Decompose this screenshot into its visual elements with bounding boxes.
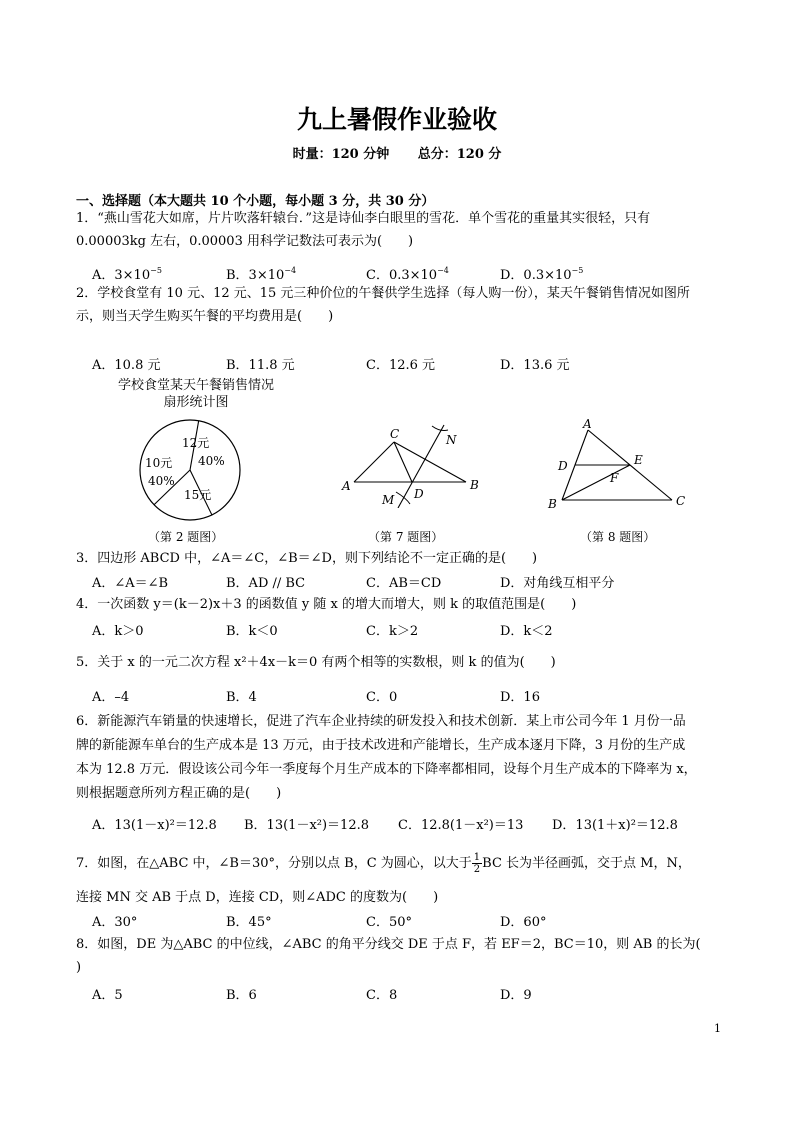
q5-option-c: C．0 bbox=[366, 690, 398, 705]
fig7-arc-n bbox=[432, 426, 448, 431]
q7-line2: 连接 MN 交 AB 于点 D，连接 CD，则∠ADC 的度数为( ) bbox=[76, 890, 439, 905]
q6-option-c: C．12.8(1－x²)＝13 bbox=[398, 818, 524, 833]
q2-option-d: D．13.6 元 bbox=[500, 358, 570, 373]
q2-line2: 示，则当天学生购买午餐的平均费用是( ) bbox=[76, 309, 334, 324]
q1-line1: 1．“燕山雪花大如席，片片吹落轩辕台．”这是诗仙李白眼里的雪花．单个雪花的重量其实很轻，只有 bbox=[76, 211, 651, 226]
page-title: 九上暑假作业验收 bbox=[296, 105, 497, 134]
fig8-diagram bbox=[546, 416, 696, 510]
fig7-side-ac bbox=[354, 442, 394, 482]
q8-option-d: D．9 bbox=[500, 988, 532, 1003]
exam-info bbox=[0, 143, 794, 162]
fig7-label-n: N bbox=[446, 433, 457, 447]
q8-line2: ) bbox=[76, 960, 82, 975]
pie-chart bbox=[130, 418, 250, 522]
q4-line1: 4．一次函数 y＝(k－2)x＋3 的函数值 y 随 x 的增大而增大，则 k 的取值范围是( ) bbox=[76, 597, 577, 612]
q3-option-d: D．对角线互相平分 bbox=[500, 576, 615, 591]
q6-option-d: D．13(1＋x)²＝12.8 bbox=[552, 818, 678, 833]
q1-option-a: A．$3\times 10^{-5}$ bbox=[92, 266, 162, 283]
fig8-label-f: F bbox=[610, 471, 619, 485]
page-number: 1 bbox=[714, 1022, 721, 1035]
q2-line1: 2．学校食堂有 10 元、12 元、15 元三种价位的午餐供学生选择（每人购一份），某天午餐销售情况如图所 bbox=[76, 286, 690, 301]
q6-option-b: B．13(1－x²)＝12.8 bbox=[244, 818, 369, 833]
pie-chart-subtitle: 扇形统计图 bbox=[163, 395, 229, 410]
q7-option-c: C．50° bbox=[366, 915, 412, 930]
slice-percent-12: 40% bbox=[198, 454, 225, 468]
fig8-label-b: B bbox=[548, 497, 557, 510]
q4-option-d: D．k＜2 bbox=[500, 624, 553, 639]
slice-label-12: 12元 bbox=[182, 436, 210, 450]
q8-option-a: A．5 bbox=[92, 988, 123, 1003]
pie-chart-title: 学校食堂某天午餐销售情况 bbox=[117, 378, 274, 393]
fig7-label-d: D bbox=[414, 487, 424, 501]
q6-line4: 则根据题意所列方程正确的是( ) bbox=[76, 786, 282, 801]
q2-option-b: B．11.8 元 bbox=[226, 358, 295, 373]
q4-option-b: B．k＜0 bbox=[226, 624, 278, 639]
fig7-label-b: B bbox=[470, 478, 479, 492]
q1-option-b: B．$3\times 10^{-4}$ bbox=[226, 266, 297, 283]
q6-option-a: A．13(1－x)²＝12.8 bbox=[92, 818, 217, 833]
fig7-label-c: C bbox=[390, 427, 400, 441]
fig7-side-cb bbox=[394, 442, 466, 482]
q1-option-c: C．$0.3\times 10^{-4}$ bbox=[366, 266, 449, 283]
q6-line1: 6．新能源汽车销量的快速增长，促进了汽车企业持续的研发投入和技术创新．某上市公司今年 1 月份一品 bbox=[76, 714, 686, 729]
fig8-label-a: A bbox=[583, 417, 592, 431]
fig7-label-m: M bbox=[382, 493, 395, 507]
fig7-diagram bbox=[336, 422, 484, 508]
q2-option-a: A．10.8 元 bbox=[92, 358, 161, 373]
q2-option-c: C．12.6 元 bbox=[366, 358, 436, 373]
time-limit: 时量：120 分钟 bbox=[292, 147, 390, 162]
q1-line2: 0.00003kg 左右，0.00003 用科学记数法可表示为( ) bbox=[76, 234, 414, 249]
fig7-label-a: A bbox=[342, 479, 351, 493]
fig7-segment-cd bbox=[394, 442, 412, 482]
q7-option-a: A．30° bbox=[92, 915, 138, 930]
q3-option-c: C．AB＝CD bbox=[366, 576, 442, 591]
fig8-bisector bbox=[562, 465, 630, 500]
section-heading: 一、选择题（本大题共 10 个小题，每小题 3 分，共 30 分） bbox=[76, 194, 435, 209]
q4-option-a: A．k＞0 bbox=[92, 624, 144, 639]
q3-line1: 3．四边形 ABCD 中，∠A＝∠C，∠B＝∠D，则下列结论不一定正确的是( ) bbox=[76, 551, 538, 566]
fraction-one-half: $\frac{1}{2}$ bbox=[473, 852, 481, 875]
q8-option-b: B．6 bbox=[226, 988, 257, 1003]
q5-option-d: D．16 bbox=[500, 690, 540, 705]
q7-option-d: D．60° bbox=[500, 915, 547, 930]
q6-line2: 牌的新能源车单台的生产成本是 13 万元，由于技术改进和产能增长，生产成本逐月下降，3 月份的生产成 bbox=[76, 738, 686, 753]
q8-line1: 8．如图，DE 为△ABC 的中位线，∠ABC 的角平分线交 DE 于点 F，若 EF＝2，BC＝10，则 AB 的长为( bbox=[76, 937, 701, 952]
fig8-label-c: C bbox=[676, 494, 686, 508]
q3-option-a: A．∠A＝∠B bbox=[92, 576, 169, 591]
pie-chart-title-block bbox=[96, 377, 296, 411]
fig8-label-e: E bbox=[634, 453, 643, 467]
fig7-caption: （第 7 题图） bbox=[368, 530, 444, 544]
q7-line1: 7．如图，在△ABC 中，∠B＝30°，分别以点 B，C 为圆心，以大于 $\frac{1}{2}$ BC 长为半径画弧，交于点 M，N， bbox=[76, 852, 691, 875]
q6-line3: 本为 12.8 万元．假设该公司今年一季度每个月生产成本的下降率都相同，设每个月生产成本的下降率为 x， bbox=[76, 762, 697, 777]
fig2-caption: （第 2 题图） bbox=[148, 530, 224, 544]
total-score: 总分：120 分 bbox=[417, 147, 502, 162]
q1-option-d: D．$0.3\times 10^{-5}$ bbox=[500, 266, 584, 283]
fig8-caption: （第 8 题图） bbox=[580, 530, 656, 544]
q4-option-c: C．k＞2 bbox=[366, 624, 419, 639]
q3-option-b: B．AD // BC bbox=[226, 576, 306, 591]
q5-line1: 5．关于 x 的一元二次方程 x²＋4x－k＝0 有两个相等的实数根，则 k 的值为( ) bbox=[76, 655, 556, 670]
q7-option-b: B．45° bbox=[226, 915, 272, 930]
slice-label-15: 15元 bbox=[184, 488, 212, 502]
q5-option-b: B．4 bbox=[226, 690, 257, 705]
slice-percent-10: 40% bbox=[148, 474, 175, 488]
slice-label-10: 10元 bbox=[145, 456, 173, 470]
fig8-label-d: D bbox=[558, 459, 568, 473]
q8-option-c: C．8 bbox=[366, 988, 398, 1003]
q5-option-a: A．–4 bbox=[92, 690, 130, 705]
